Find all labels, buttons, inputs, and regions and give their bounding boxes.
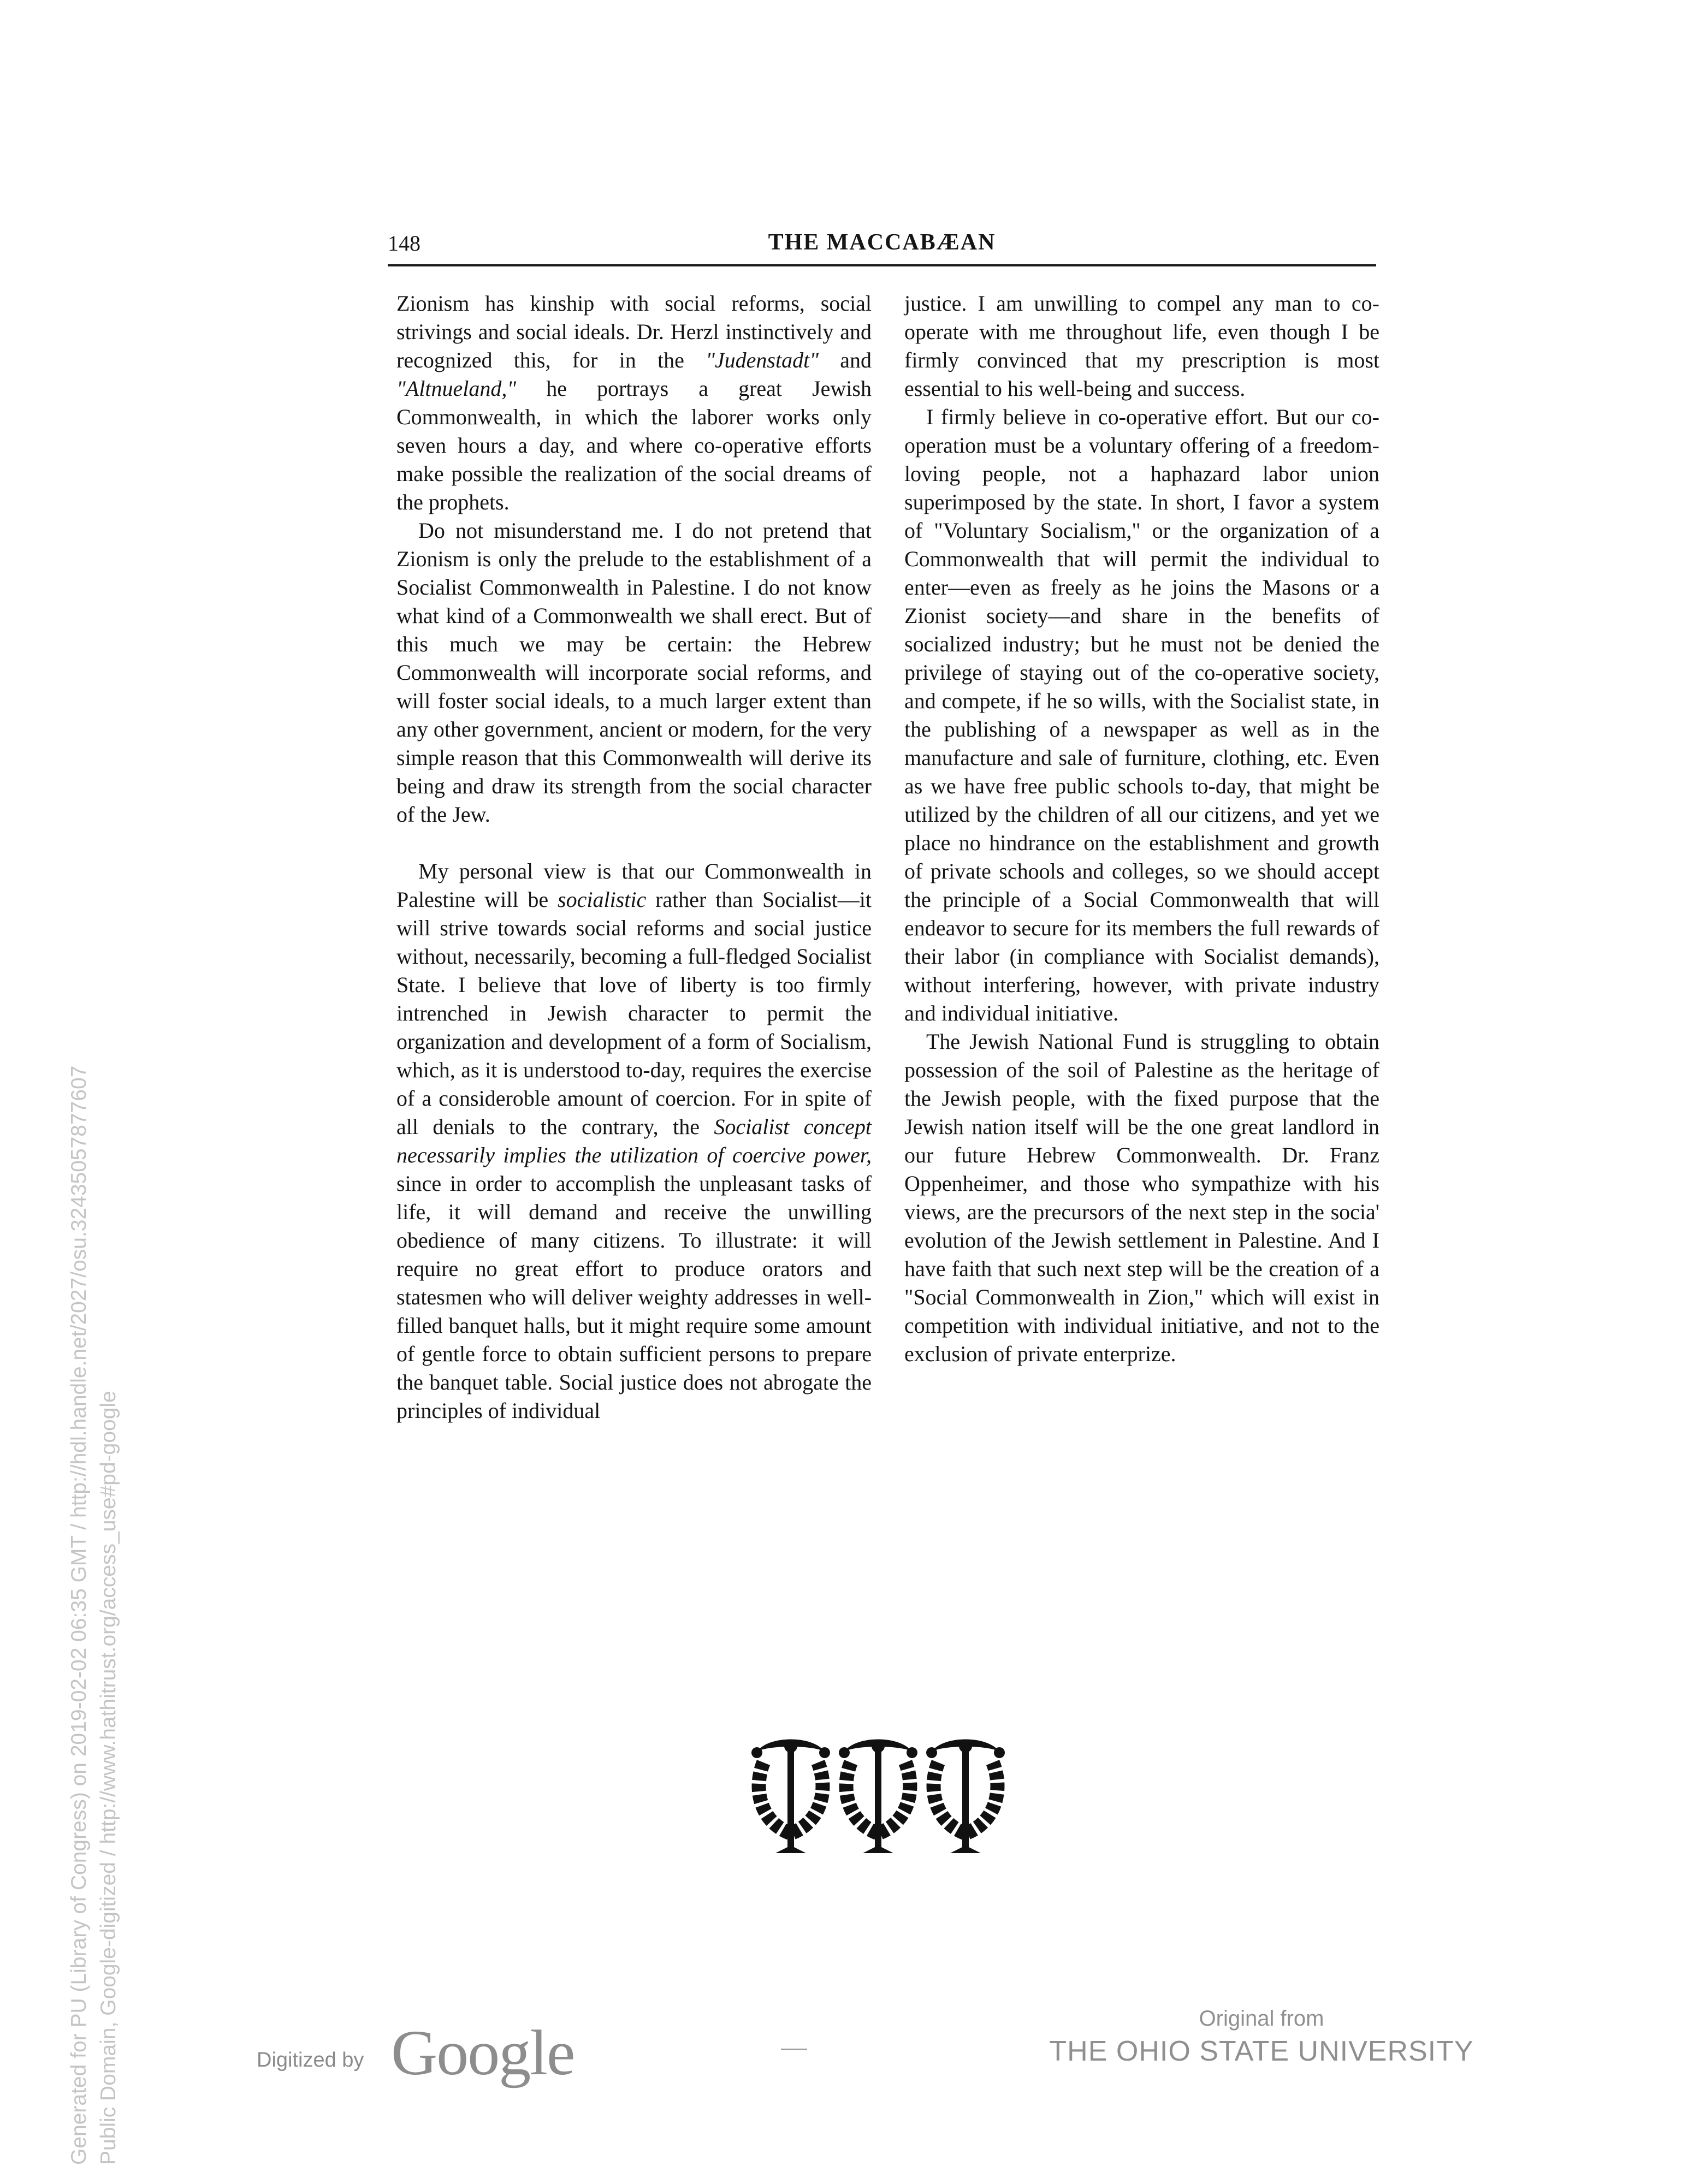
paragraph: My personal view is that our Commonwealth in Palestine will be socialistic rather than Socialist—it will strive towards social reforms and social justice without, necessarily, becoming a full-fledged Socialist State. I believe that love of liberty is too firmly intrenched in Jewish character to permit the organization and development of a form of Socialism, which, as it is understood to-day, requires the exercise of a consideroble amount of coercion. For in spite of all denials to the contrary, the Socialist concept necessarily implies the utilization of coercive power, since in order to accomplish the unpleasant tasks of life, it will demand and receive the unwilling obedience of many citizens. To illustrate: it will require no great effort to produce orators and statesmen who will deliver weighty addresses in well-filled banquet halls, but it might require some amount of gentle force to obtain sufficient persons to prepare the banquet table. Social justice does not abrogate the principles of individual: [396, 859, 872, 1423]
work-title: "Altnueland,": [396, 376, 517, 401]
header-rule: [388, 264, 1376, 266]
paragraph: I firmly believe in co-operative effort. But our co-operation must be a voluntary offering of a freedom-loving people, not a haphazard labor union superimposed by the state. In short, I favor a system of "Voluntary Socialism," or the organization of a Commonwealth that will permit the individual to enter—even as freely as he joins the Masons or a Zionist society—and share in the benefits of socialized industry; but he must not be denied the privilege of staying out of the co-operative society, and compete, if he so wills, with the Socialist state, in the publishing of a newspaper as well as in the manufacture and sale of furniture, clothing, etc. Even as we have free public schools to-day, that might be utilized by the children of all our citizens, and yet we place no hindrance on the establishment and growth of private schools and colleges, so we should accept the principle of a Social Commonwealth that will endeavor to secure for its members the full rewards of their labor (in compliance with Socialist demands), without interfering, however, with private industry and individual initiative.: [904, 405, 1379, 1025]
page-number: 148: [388, 231, 420, 256]
original-source-notice: [1038, 2004, 1485, 2080]
running-title: THE MACCABÆAN: [768, 230, 996, 255]
hathitrust-watermark: [64, 1066, 123, 2165]
google-logo: Google: [391, 2017, 574, 2088]
right-column: [904, 289, 1379, 1368]
digitized-by-google-notice: [257, 2017, 584, 2088]
page-header: [388, 228, 1376, 266]
paragraph: Zionism has kinship with social reforms, social strivings and social ideals. Dr. Herzl instinctively and recognized this, for in the "Judenstadt" and "Altnueland," he portrays a great Jewish Commonwealth, in which the laborer works only seven hours a day, and where co-operative efforts make possible the realization of the social dreams of the prophets.: [396, 291, 872, 514]
original-prefix: Original from: [1199, 2007, 1324, 2031]
paragraph: Do not misunderstand me. I do not pretend that Zionism is only the prelude to the establishment of a Socialist Commonwealth in Palestine. I do not know what kind of a Commonwealth we shall erect. But of this much we may be certain: the Hebrew Commonwealth will incorporate social reforms, and will foster social ideals, to a much larger extent than any other government, ancient or modern, for the very simple reason that this Commonwealth will derive its being and draw its strength from the social character of the Jew.: [396, 518, 872, 827]
watermark-line: Public Domain, Google-digitized / http://www.hathitrust.org/access_use#pd-google: [97, 1391, 120, 2165]
divider: [781, 2049, 807, 2050]
tailpiece-ornament-icon: [747, 1730, 1009, 1861]
paragraph: justice. I am unwilling to compel any man to co-operate with me throughout life, even though I be firmly convinced that my prescription is most essential to his well-being and success.: [904, 291, 1379, 401]
original-institution: THE OHIO STATE UNIVERSITY: [1049, 2035, 1474, 2067]
digitized-prefix: Digitized by: [257, 2049, 364, 2072]
emphasis: socialistic: [558, 887, 647, 912]
left-column: [396, 289, 872, 1425]
watermark-line: Generated for PU (Library of Congress) on 2019-02-02 06:35 GMT / http://hdl.handle.net/2027/osu.32435057877607: [67, 1065, 91, 2165]
work-title: "Judenstadt": [706, 348, 819, 372]
emphasis: Socialist concept necessarily implies the utilization of coercive power,: [396, 1114, 872, 1167]
paragraph: The Jewish National Fund is struggling to obtain possession of the soil of Palestine as the heritage of the Jewish people, with the fixed purpose that the Jewish nation itself will be the one great landlord in our future Hebrew Commonwealth. Dr. Franz Oppenheimer, and those who sympathize with his views, are the precursors of the next step in the socia' evolution of the Jewish settlement in Palestine. And I have faith that such next step will be the creation of a "Social Commonwealth in Zion," which will exist in competition with individual initiative, and not to the exclusion of private enterprize.: [904, 1029, 1379, 1366]
